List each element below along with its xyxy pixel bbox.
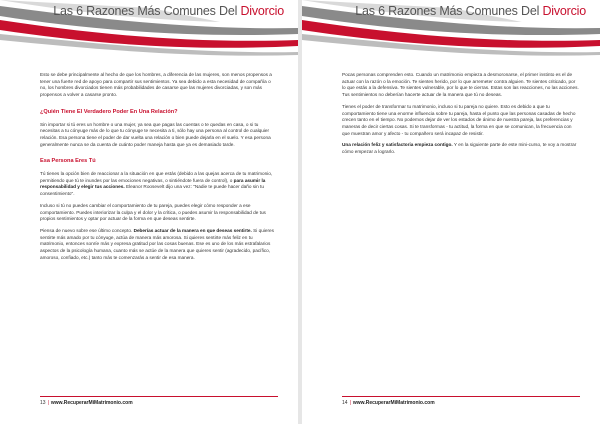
left-page-content xyxy=(40,72,278,266)
paragraph: Tienes el poder de transformar tu matrimonio, incluso si tu pareja no quiere. Esto es debido a que tu comportamiento tiene una enorme influencia sobre tu pareja, hasta el punto que las personas casadas de hecho crecen tanto en el tiempo. No podemos dejar de ver los estados de ánimo de nuestra pareja, las preferencias y maneras de decir ciertas cosas. Si te transformas - tu actitud, la forma en que se comunican, la frecuencia con que muestran amor y afecto - tu compañero será incapaz de resistir. xyxy=(342,103,576,136)
section-heading: ¿Quién Tiene El Verdadero Poder En Una Relación? xyxy=(40,108,178,115)
paragraph: Tú tienes la opción bien de reaccionar a la situación en que estás (debido a las quejas acerca de tu matrimonio, permitiendo que tú te inundes por las emociones negativas, o sintiéndote fuera de control), o para asumir la responsabilidad y elegir tus acciones. Eleanor Roosevelt dijo una vez: "Nadie te puede hacer daño sin tu consentimiento". xyxy=(40,171,273,197)
header-title-accent: Divorcio xyxy=(240,4,284,18)
section-heading: Esa Persona Eres Tú xyxy=(40,158,96,165)
paragraph: Piensa de nuevo sobre ese último concepto. Deberías actuar de la manera en que deseas sentirte. Si quieres sentirte más amado por tu cónyuge, actúa de manera más amorosa. Si quieres sentirte más feliz en tu matrimonio, entonces sonríe más y expresa gratitud por las cosas buenas. Ese es uno de los más estrafalarios aspectos de la psicología humana, cuanto más se actúe de la manera que quieres sentir (agradecido, pacífico, amoroso, confiado, etc.) tanto más te comenzarás a sentir de esa manera. xyxy=(40,227,275,260)
paragraph: Incluso si tú no puedes cambiar el comportamiento de tu pareja, puedes elegir cómo responder a ese comportamiento. Puedes interiorizar la culpa y el dolor y la crítica, o puedes asumir la responsabilidad de tus propios sentimientos y optar por actuar de la forma en que deseas sentirte. xyxy=(40,202,266,222)
left-page xyxy=(0,0,298,424)
page-footer: 14 | www.RecuperarMiMatrimonio.com xyxy=(342,396,580,406)
header-title-accent: Divorcio xyxy=(542,4,586,18)
paragraph: Esto se debe principalmente al hecho de que los hombres, a diferencia de las mujeres, son menos propensos a tener una fuerte red de apoyo para compartir sus sentimientos. Ya sea debido a esta necesidad de compañía o no, los hombres divorciados tienen más probabilidades de casarse que las mujeres divorciadas, y son más propensos a volver a casarse pronto. xyxy=(40,72,272,98)
paragraph: Sin importar si tú eres un hombre o una mujer, ya sea que pagas las cuentas o te quedas en casa, o si tu necesitas a tu cónyuge más de lo que tu cónyuge te necesita a ti, sólo hay una persona al control de cualquier relación. Esa persona tiene el poder de dar vuelta una relación o bien puede dejarla en el suelo. Y esa persona generalmente nunca se da cuenta de cuánto poder maneja hasta que ya es demasiado tarde. xyxy=(40,121,271,147)
header-title: Las 6 Razones Más Comunes Del Divorcio xyxy=(355,4,586,18)
paragraph: Pocas personas comprenden esto. Cuando un matrimonio empieza a desmoronarse, el primer instinto es el de actuar con la razón o la emoción. Te sientes herido, por lo que arremeter contra alguien. Te sientes criticado, por lo que estás a la defensiva. Te sientes vulnerable, por lo que te cierras. Estas son las reacciones, no las acciones. Tus sentimientos no deberían hacerte actuar de la manera que tú no deseas. xyxy=(342,72,579,98)
page-footer: 13 | www.RecuperarMiMatrimonio.com xyxy=(40,396,278,406)
page-number: 14 xyxy=(342,400,348,406)
right-page-content xyxy=(342,72,580,161)
header-title: Las 6 Razones Más Comunes Del Divorcio xyxy=(53,4,284,18)
right-page xyxy=(302,0,600,424)
footer-website-link[interactable]: www.RecuperarMiMatrimonio.com xyxy=(50,400,133,406)
footer-website-link[interactable]: www.RecuperarMiMatrimonio.com xyxy=(352,400,435,406)
paragraph: Una relación feliz y satisfactoria empieza contigo. Y en la siguiente parte de este mini-curso, te voy a mostrar cómo empezar a lograrlo. xyxy=(342,142,577,155)
page-number: 13 xyxy=(40,400,46,406)
